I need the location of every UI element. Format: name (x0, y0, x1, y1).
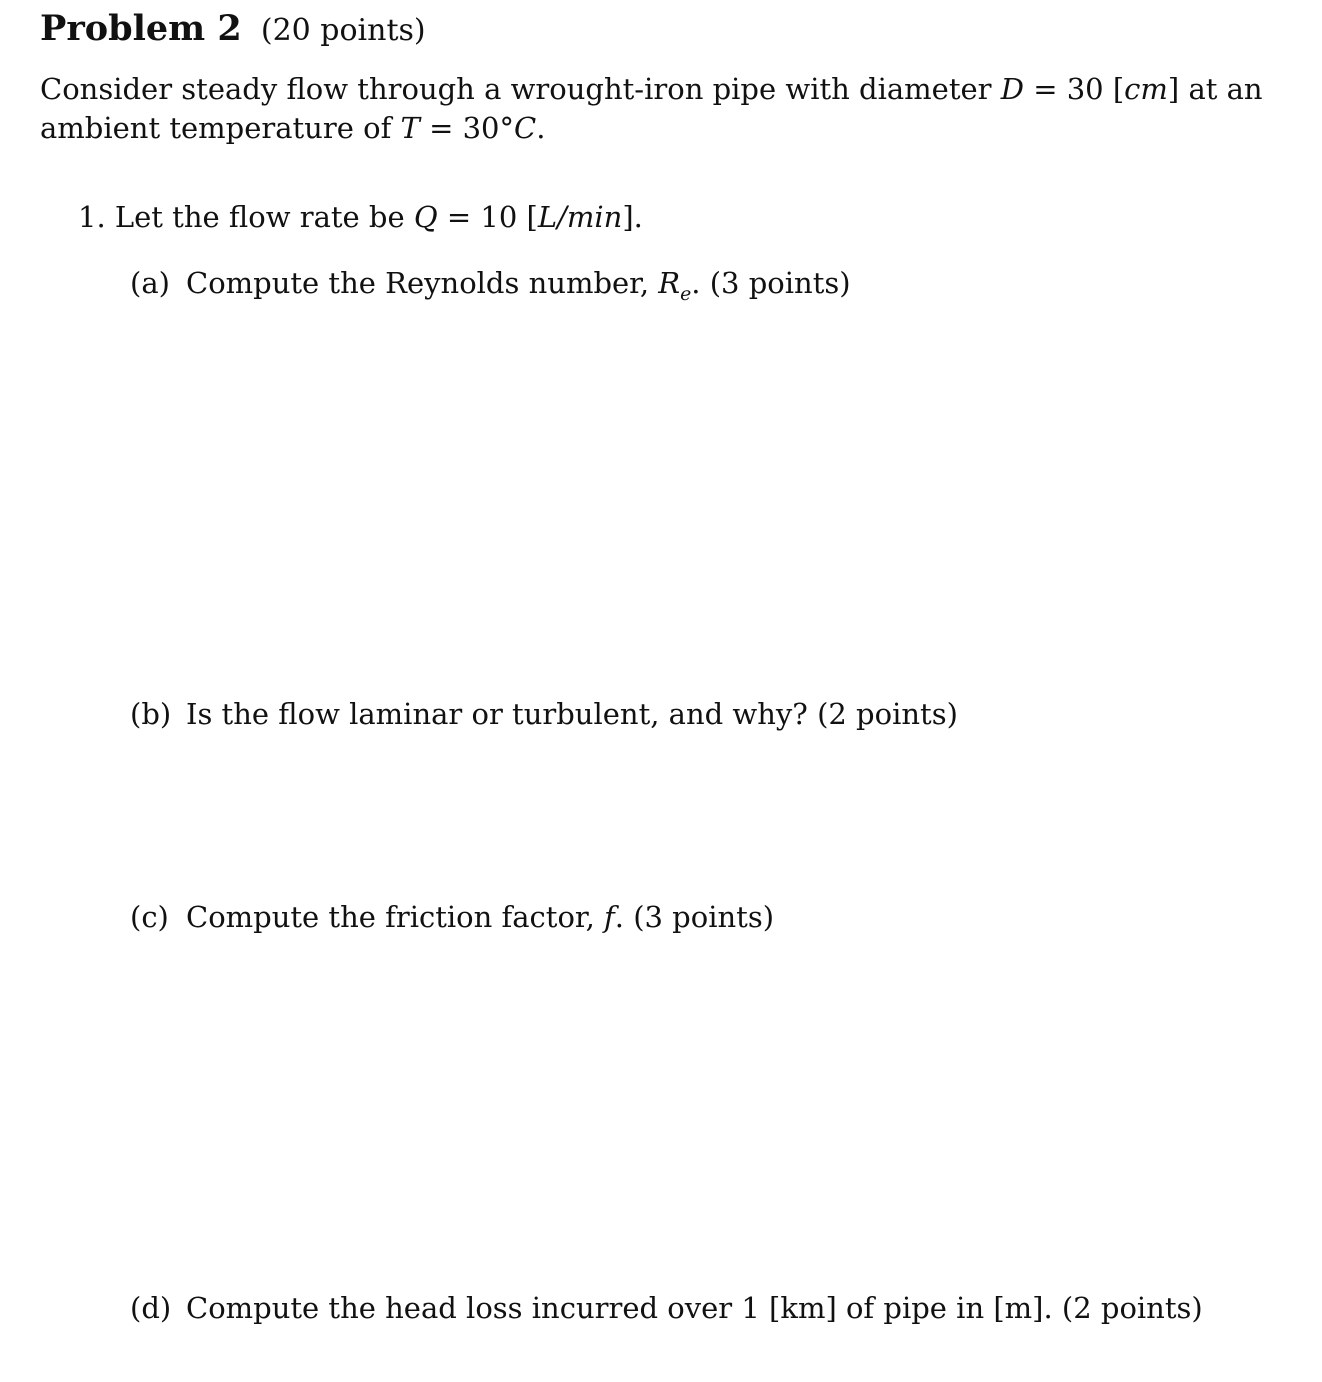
subpart-c-text: Compute the friction factor, (186, 900, 605, 934)
temperature-var: T (400, 111, 420, 145)
intro-text-5: . (536, 111, 546, 145)
celsius-var: C (514, 111, 537, 145)
subpart-a-end: . (3 points) (691, 266, 851, 300)
subpart-c-end: . (3 points) (614, 900, 775, 934)
problem-title (40, 8, 426, 49)
reynolds-var: R (658, 266, 681, 300)
intro-text-1: Consider steady flow through a wrought-iron pipe with diameter (40, 72, 1001, 106)
flow-rate-var: Q (413, 200, 438, 234)
flow-unit: L/min (537, 200, 623, 234)
subpart-a-label: (a) (130, 266, 170, 300)
reynolds-subscript: e (680, 283, 692, 305)
intro-text-2: = 30 [ (1023, 72, 1125, 106)
problem-points: (20 points) (260, 13, 426, 48)
friction-var: f (604, 900, 615, 934)
subpart-c (130, 900, 774, 934)
item-1-eq: = 10 [ (437, 200, 538, 234)
item-1-text: Let the flow rate be (114, 200, 414, 234)
subpart-b-label: (b) (130, 697, 172, 731)
subpart-a (130, 266, 851, 305)
subpart-d (130, 1291, 1203, 1325)
problem-intro (40, 70, 1300, 148)
item-1-number: 1. (78, 200, 106, 234)
subpart-d-text: Compute the head loss incurred over 1 [km] of pipe in [m]. (2 points) (186, 1291, 1203, 1325)
subpart-a-text: Compute the Reynolds number, (186, 266, 659, 300)
subpart-d-label: (d) (130, 1291, 172, 1325)
diameter-var: D (1000, 72, 1024, 106)
intro-text-4: = 30° (419, 111, 515, 145)
item-1-end: ]. (622, 200, 643, 234)
subpart-b (130, 697, 958, 731)
cm-unit: cm (1124, 72, 1168, 106)
problem-heading: Problem 2 (40, 8, 242, 49)
subpart-c-label: (c) (130, 900, 169, 934)
intro-text-3: ] at an ambient temperature of (40, 72, 1263, 145)
item-1 (78, 200, 643, 234)
subpart-b-text: Is the flow laminar or turbulent, and why? (2 points) (186, 697, 958, 731)
